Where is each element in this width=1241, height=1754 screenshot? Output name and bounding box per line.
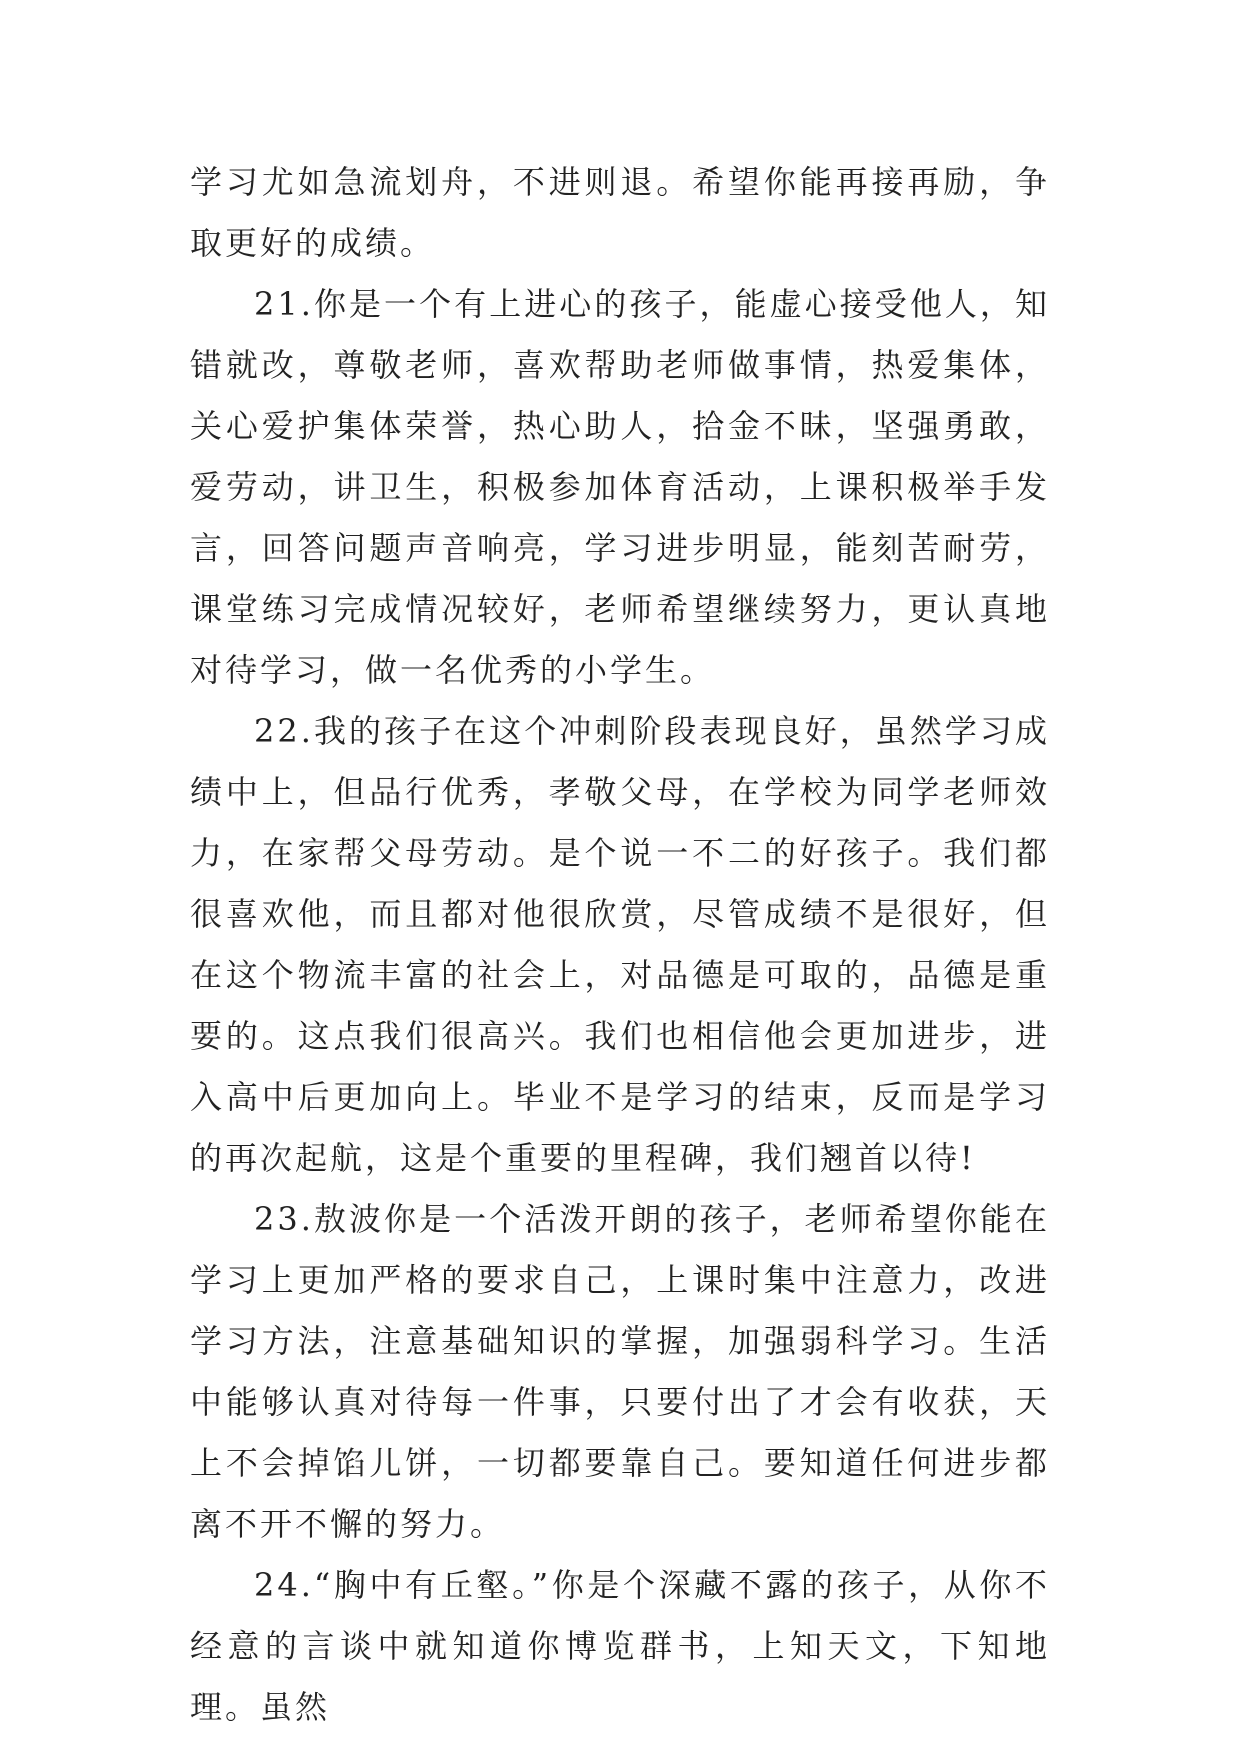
paragraph-item-21: 21.你是一个有上进心的孩子，能虚心接受他人，知错就改，尊敬老师，喜欢帮助老师做事情，热爱集体，关心爱护集体荣誉，热心助人，拾金不昧，坚强勇敢，爱劳动，讲卫生，积极参加体育活动，上课积极举手发言，回答问题声音响亮，学习进步明显，能刻苦耐劳，课堂练习完成情况较好，老师希望继续努力，更认真地对待学习，做一名优秀的小学生。 [190,285,1050,689]
paragraph-item-24: 24.“胸中有丘壑。”你是个深藏不露的孩子，从你不经意的言谈中就知道你博览群书，上知天文，下知地理。虽然 [190,1566,1050,1726]
paragraph-item-22: 22.我的孩子在这个冲刺阶段表现良好，虽然学习成绩中上，但品行优秀，孝敬父母，在学校为同学老师效力，在家帮父母劳动。是个说一不二的好孩子。我们都很喜欢他，而且都对他很欣赏，尽管成绩不是很好，但在这个物流丰富的社会上，对品德是可取的，品德是重要的。这点我们很高兴。我们也相信他会更加进步，进入高中后更加向上。毕业不是学习的结束，反而是学习的再次起航，这是个重要的里程碑，我们翘首以待! [190,712,1050,1177]
paragraph-item-23: 23.敖波你是一个活泼开朗的孩子，老师希望你能在学习上更加严格的要求自己，上课时集中注意力，改进学习方法，注意基础知识的掌握，加强弱科学习。生活中能够认真对待每一件事，只要付出了才会有收获，天上不会掉馅儿饼，一切都要靠自己。要知道任何进步都离不开不懈的努力。 [190,1200,1050,1543]
document-body [190,152,1050,1738]
paragraph-continuation: 学习尤如急流划舟，不进则退。希望你能再接再励，争取更好的成绩。 [190,163,1050,262]
